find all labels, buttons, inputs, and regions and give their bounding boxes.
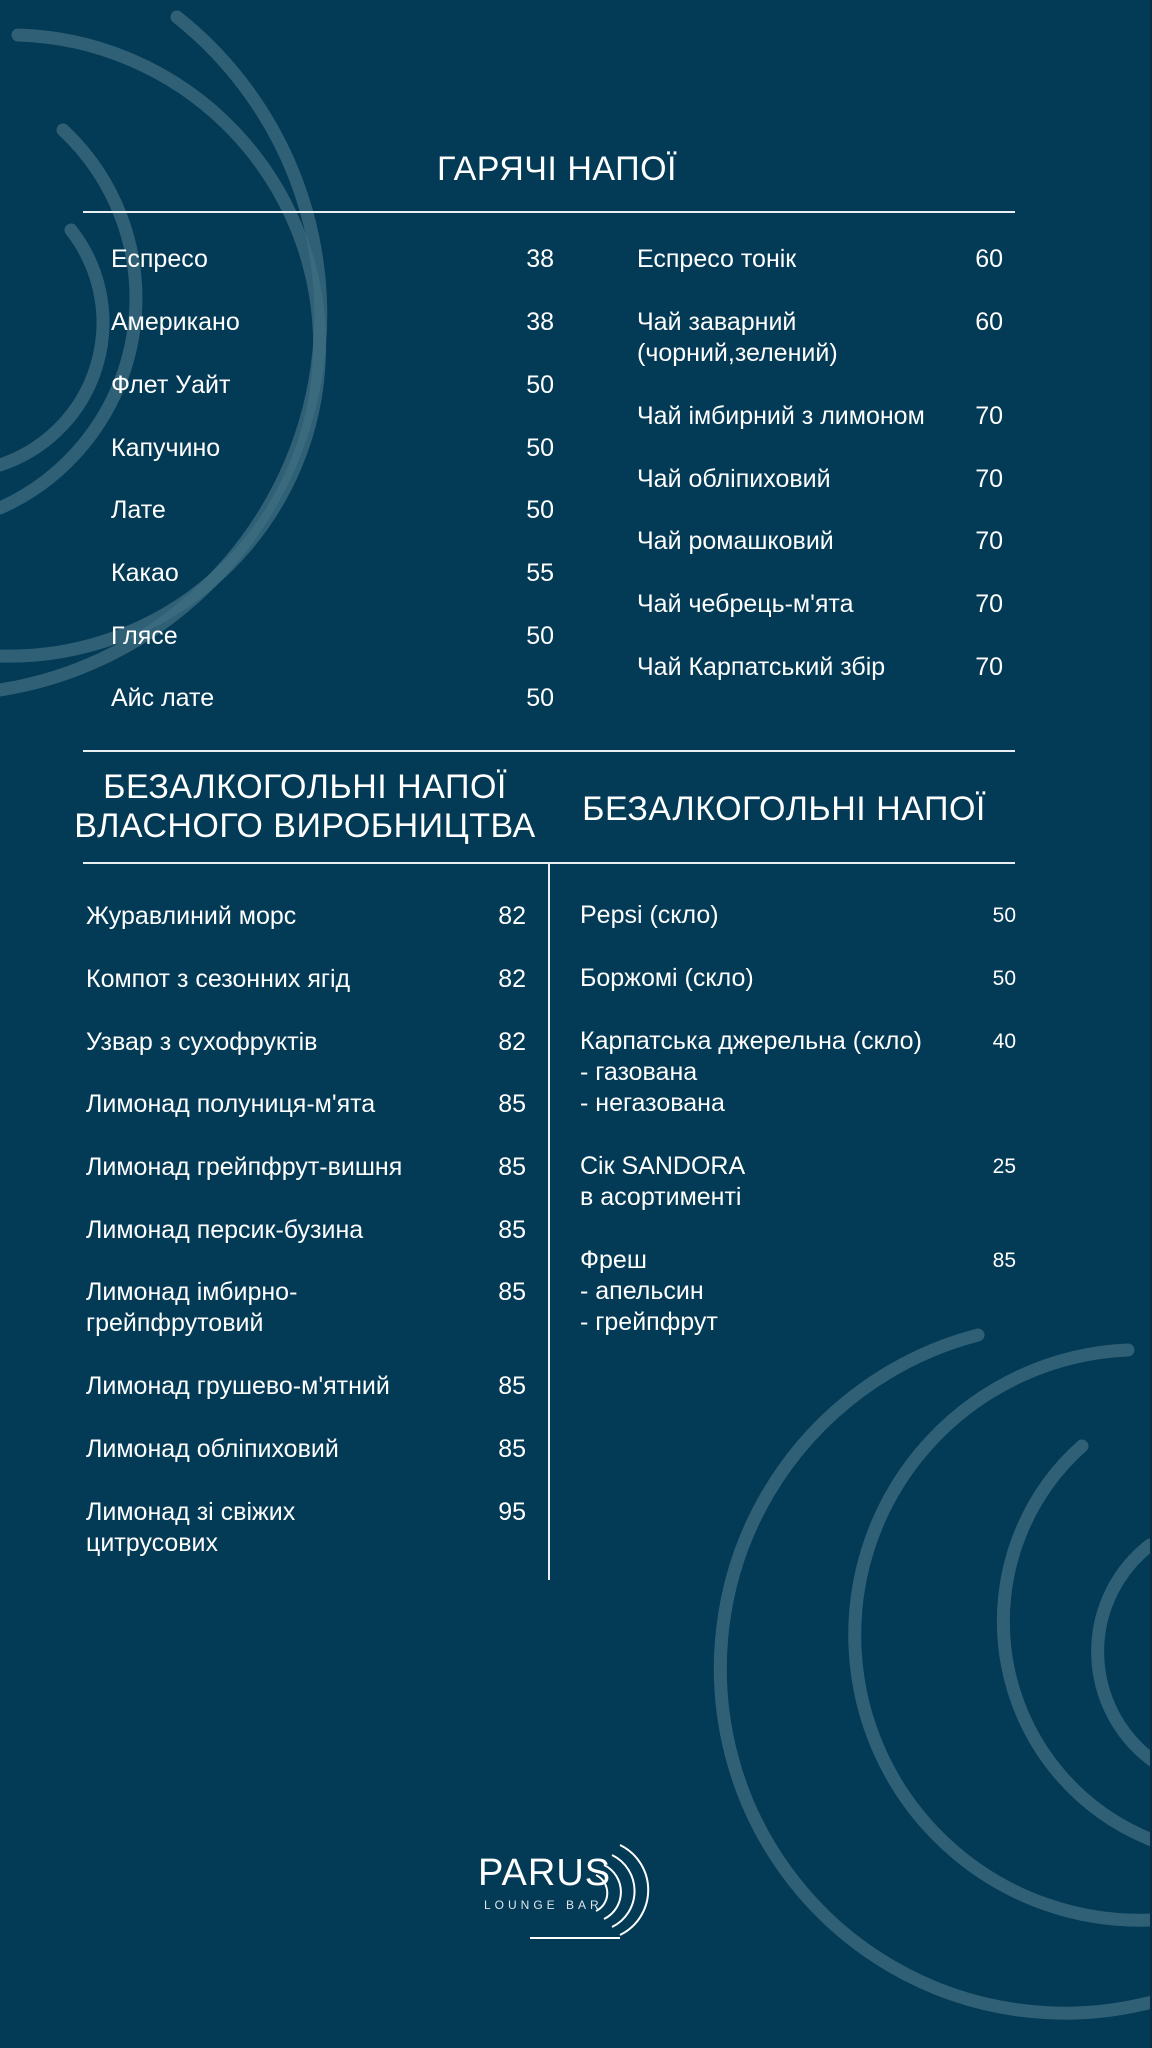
item-price: 50 [992, 904, 1016, 927]
item-price: 82 [498, 1028, 526, 1056]
item-price: 50 [526, 371, 554, 399]
item-price: 70 [975, 527, 1003, 555]
item-price: 60 [975, 308, 1003, 336]
item-name: Еспресо [111, 245, 208, 273]
item-name: Чай ромашковий [637, 527, 834, 555]
item-name: Лимонад імбирно- грейпфрутовий [86, 1278, 298, 1337]
item-name: Узвар з сухофруктів [86, 1028, 318, 1056]
item-name: Капучино [111, 434, 221, 462]
item-price: 50 [526, 434, 554, 462]
item-price: 55 [526, 559, 554, 587]
item-price: 50 [526, 496, 554, 524]
item-price: 50 [992, 967, 1016, 990]
item-name: Чай Карпатський збір [637, 653, 886, 681]
item-price: 25 [992, 1155, 1016, 1178]
item-name: Чай чебрець-м'ята [637, 590, 854, 618]
item-name: Лимонад полуниця-м'ята [86, 1090, 376, 1118]
item-name: Чай заварний (чорний,зелений) [637, 308, 838, 367]
item-price: 85 [498, 1435, 526, 1463]
item-name: Чай імбирний з лимоном [637, 402, 925, 430]
item-name: Сік SANDORA в асортименті [580, 1152, 746, 1211]
item-name: Компот з сезонних ягід [86, 965, 351, 993]
item-price: 70 [975, 465, 1003, 493]
item-name: Американо [111, 308, 240, 336]
divider-top [83, 211, 1015, 213]
item-price: 60 [975, 245, 1003, 273]
item-name: Боржомі (скло) [580, 964, 754, 992]
logo-name: PARUS [478, 1852, 612, 1894]
item-name: Карпатська джерельна (скло) - газована - негазована [580, 1027, 922, 1117]
item-price: 85 [498, 1090, 526, 1118]
item-name: Лимонад грейпфрут-вишня [86, 1153, 403, 1181]
item-name: Лимонад грушево-м'ятний [86, 1372, 390, 1400]
item-price: 50 [526, 684, 554, 712]
item-price: 85 [498, 1216, 526, 1244]
item-price: 40 [992, 1030, 1016, 1053]
section-title-soft-drinks: БЕЗАЛКОГОЛЬНІ НАПОЇ [582, 790, 986, 828]
item-price: 38 [526, 245, 554, 273]
item-price: 85 [498, 1153, 526, 1181]
item-price: 70 [975, 402, 1003, 430]
section-title-line: ВЛАСНОГО ВИРОБНИЦТВА [74, 807, 536, 846]
item-price: 95 [498, 1498, 526, 1526]
logo-subtitle: LOUNGE BAR [484, 1898, 603, 1912]
parus-logo [470, 1835, 680, 1945]
item-price: 70 [975, 653, 1003, 681]
item-name: Флет Уайт [111, 371, 231, 399]
item-price: 85 [992, 1249, 1016, 1272]
item-name: Лимонад зі свіжих цитрусових [86, 1498, 296, 1557]
item-name: Айс лате [111, 684, 215, 712]
column-divider [548, 864, 550, 1580]
item-name: Какао [111, 559, 179, 587]
item-price: 85 [498, 1278, 526, 1306]
item-price: 82 [498, 965, 526, 993]
item-name: Журавлиний морс [86, 902, 297, 930]
item-name: Лимонад персик-бузина [86, 1216, 364, 1244]
item-name: Pepsi (скло) [580, 901, 719, 929]
item-price: 70 [975, 590, 1003, 618]
item-name: Лимонад обліпиховий [86, 1435, 339, 1463]
item-name: Фреш - апельсин - грейпфрут [580, 1246, 718, 1336]
section-title-hot-drinks: ГАРЯЧІ НАПОЇ [436, 150, 678, 188]
item-price: 85 [498, 1372, 526, 1400]
item-name: Глясе [111, 622, 178, 650]
item-name: Чай обліпиховий [637, 465, 831, 493]
item-price: 50 [526, 622, 554, 650]
item-name: Лате [111, 496, 166, 524]
item-price: 38 [526, 308, 554, 336]
item-price: 82 [498, 902, 526, 930]
item-name: Еспресо тонік [637, 245, 797, 273]
section-title-line: БЕЗАЛКОГОЛЬНІ НАПОЇ [103, 768, 507, 806]
divider-middle [83, 750, 1015, 752]
section-title-own-drinks [60, 768, 550, 846]
